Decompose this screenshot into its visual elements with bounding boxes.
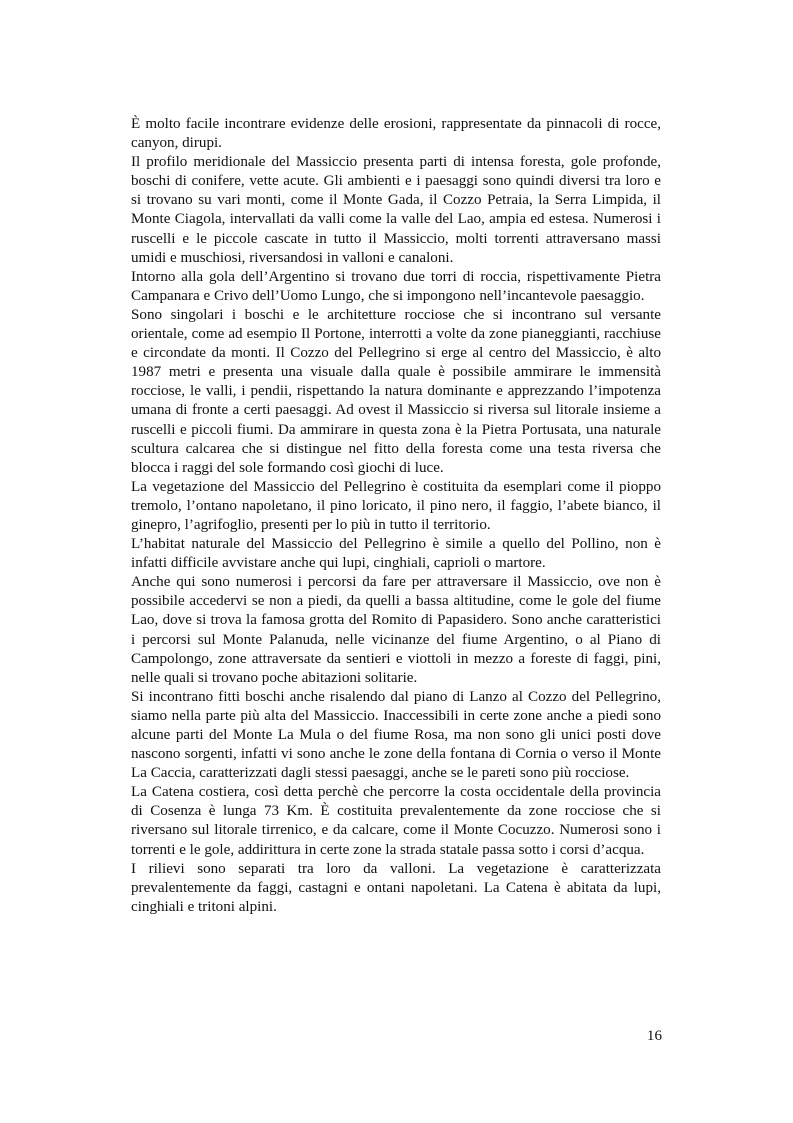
paragraph-4: Sono singolari i boschi e le architetture rocciose che si incontrano sul versante orientale, come ad esempio Il Portone, interrotti a volte da zone pianeggianti, racchiuse e circondate da monti. Il Cozzo del Pellegrino si erge al centro del Massiccio, è alto 1987 metri e presenta una visuale dalla quale è possibile ammirare le immensità rocciose, le valli, i pendii, rispettando la natura dominante e apprezzando l’impotenza umana di fronte a certi paesaggi. Ad ovest il Massiccio si riversa sul litorale insieme a ruscelli e piccoli fiumi. Da ammirare in questa zona è la Pietra Portusata, una naturale scultura calcarea che si distingue nel fitto della foresta come una testa riversa che blocca i raggi del sole formando così giochi di luce.	[131, 306, 661, 476]
paragraph-8: Si incontrano fitti boschi anche risalendo dal piano di Lanzo al Cozzo del Pellegrino, siamo nella parte più alta del Massiccio. Inaccessibili in certe zone anche a piedi sono alcune parti del Monte La Mula o del fiume Rosa, ma non sono gli unici posti dove nascono sorgenti, infatti vi sono anche le zone della fontana di Cornia o verso il Monte La Caccia, caratterizzati dagli stessi paesaggi, anche se le pareti sono più rocciose.	[131, 688, 661, 782]
paragraph-5: La vegetazione del Massiccio del Pellegrino è costituita da esemplari come il pioppo tremolo, l’ontano napoletano, il pino loricato, il pino nero, il faggio, l’abete bianco, il ginepro, l’agrifoglio, presenti per lo più in tutto il territorio.	[131, 478, 661, 533]
paragraph-9: La Catena costiera, così detta perchè che percorre la costa occidentale della provincia di Cosenza è lunga 73 Km. È costituita prevalentemente da zone rocciose che si riversano sul litorale tirrenico, e da calcare, come il Monte Cocuzzo. Numerosi sono i torrenti e le gole, addirittura in certe zone la strada statale passa sotto i corsi d’acqua.	[131, 784, 661, 858]
body-text	[131, 115, 661, 917]
paragraph-10: I rilievi sono separati tra loro da valloni. La vegetazione è caratterizzata prevalentemente da faggi, castagni e ontani napoletani. La Catena è abitata da lupi, cinghiali e tritoni alpini.	[131, 860, 661, 915]
paragraph-7: Anche qui sono numerosi i percorsi da fare per attraversare il Massiccio, ove non è possibile accedervi se non a piedi, da quelli a bassa altitudine, come le gole del fiume Lao, dove si trova la famosa grotta del Romito di Papasidero. Sono anche caratteristici i percorsi sul Monte Palanuda, nelle vicinanze del fiume Argentino, o al Piano di Campolongo, zone attraversate da sentieri e viottoli in mezzo a foreste di faggi, pini, nelle quali si trovano poche abitazioni solitarie.	[131, 574, 661, 686]
paragraph-1: È molto facile incontrare evidenze delle erosioni, rappresentate da pinnacoli di rocce, canyon, dirupi.	[131, 116, 661, 152]
paragraph-2: Il profilo meridionale del Massiccio presenta parti di intensa foresta, gole profonde, boschi di conifere, vette acute. Gli ambienti e i paesaggi sono quindi diversi tra loro e si trovano su vari monti, come il Monte Gada, il Cozzo Petraia, la Serra Limpida, il Monte Ciagola, intervallati da valli come la valle del Lao, ampia ed estesa. Numerosi i ruscelli e le piccole cascate in tutto il Massiccio, molti torrenti attraversano massi umidi e muschiosi, riversandosi in valloni e canaloni.	[131, 154, 661, 266]
paragraph-6: L’habitat naturale del Massiccio del Pellegrino è simile a quello del Pollino, non è infatti difficile avvistare anche qui lupi, cinghiali, caprioli o martore.	[131, 536, 661, 572]
page-number: 16	[646, 1028, 662, 1044]
paragraph-3: Intorno alla gola dell’Argentino si trovano due torri di roccia, rispettivamente Pietra Campanara e Crivo dell’Uomo Lungo, che si impongono nell’incantevole paesaggio.	[131, 268, 661, 304]
